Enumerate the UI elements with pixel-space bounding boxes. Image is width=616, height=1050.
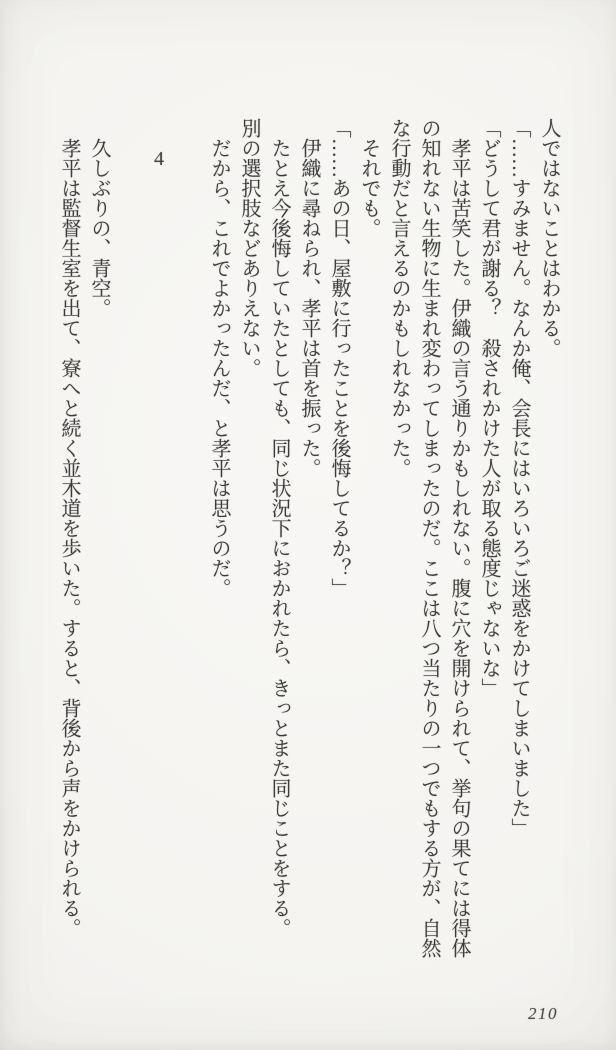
text-line: 久しぶりの、青空。 [88, 138, 110, 318]
text-line: だから、これでよかったんだ、と孝平は思うのだ。 [208, 138, 230, 598]
text-line: 孝平は監督生室を出て、寮へと続く並木道を歩いた。すると、背後から声をかけられる。 [58, 138, 80, 938]
text-line: 人ではないことはわかる。 [538, 118, 560, 358]
text-line: 伊織に尋ねられ、孝平は首を振った。 [298, 138, 320, 478]
text-line: 「どうして君が謝る？ 殺されかけた人が取る態度じゃないな」 [478, 118, 500, 698]
section-number: 4 [148, 148, 170, 170]
text-line: の知れない生物に生まれ変わってしまったのだ。ここは八つ当たりの一つでもする方が、自然 [418, 118, 440, 958]
text-line: それでも。 [358, 138, 380, 238]
page-number: 210 [528, 1004, 558, 1023]
text-line: な行動だと言えるのかもしれなかった。 [388, 118, 410, 478]
text-line: たとえ今後悔していたとしても、同じ状況下におかれたら、きっとまた同じことをする。 [268, 138, 290, 938]
text-line: 孝平は苦笑した。伊織の言う通りかもしれない。腹に穴を開けられて、挙句の果てには得体 [448, 138, 470, 958]
body-text [54, 118, 564, 970]
text-line: 別の選択肢などありえない。 [238, 118, 260, 378]
text-line: 「……すみません。なんか俺、会長にはいろいろご迷惑をかけてしまいました」 [508, 118, 530, 838]
text-line: 「……あの日、屋敷に行ったことを後悔してるか？」 [328, 118, 350, 598]
